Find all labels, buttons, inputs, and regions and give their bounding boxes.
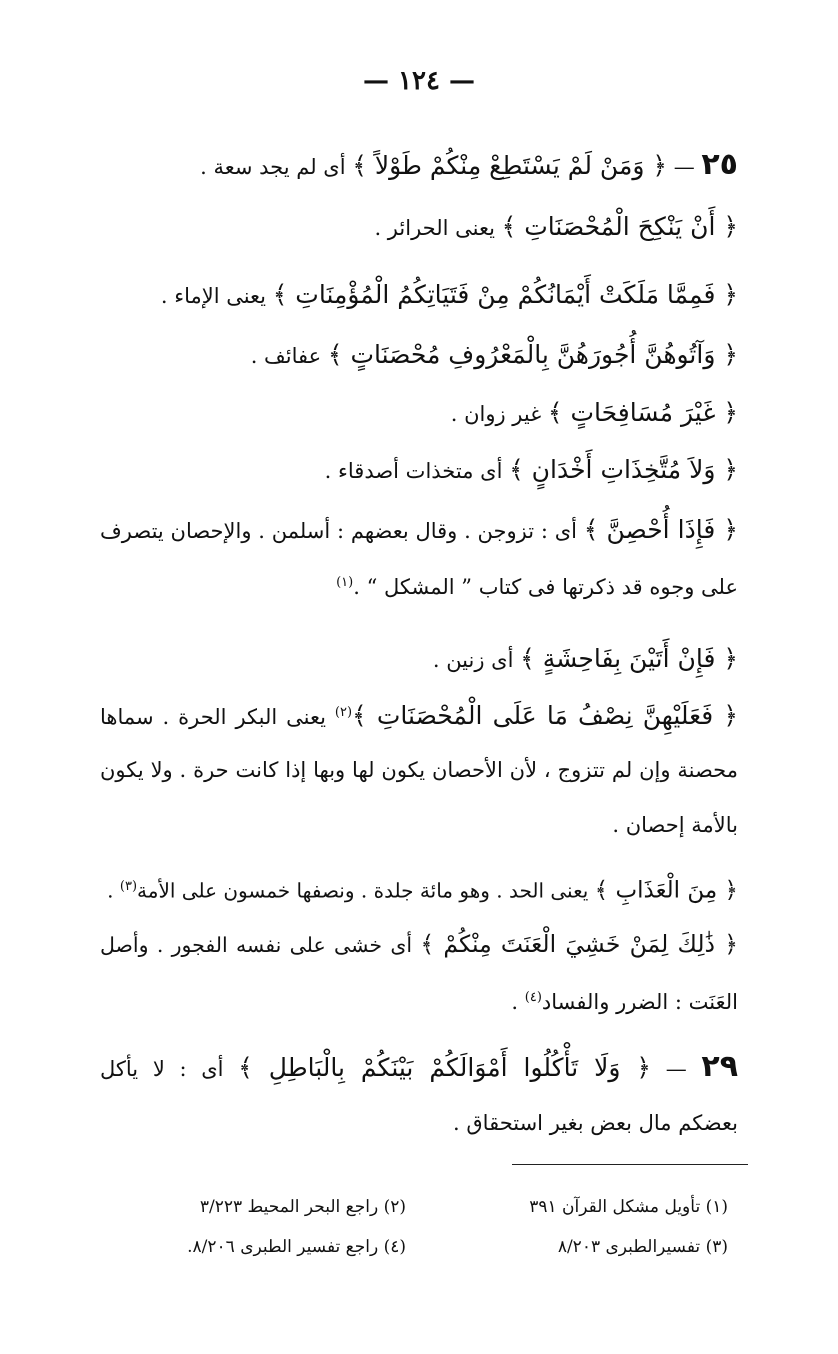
- commentary: غير زوان .: [450, 402, 548, 426]
- line-7: [100, 515, 738, 546]
- footnote-2: (٢) راجع البحر المحيط ٣/٢٢٣: [199, 1197, 406, 1217]
- commentary-end: .: [511, 990, 525, 1014]
- commentary: العَنَت : الضرر والفساد: [541, 990, 738, 1014]
- page-number: — ١٢٤ —: [362, 66, 476, 96]
- quran-quote: ﴿ فَإِذَا أُحْصِنَّ ﴾: [583, 515, 738, 544]
- verse-number: ٢٩: [701, 1049, 739, 1084]
- footnote-1: (١) تأويل مشكل القرآن ٣٩١: [529, 1197, 728, 1217]
- commentary: أى : تزوجن . وقال بعضهم : أسلمن . والإحصان يتصرف: [100, 519, 584, 543]
- commentary: بالأمة إحصان .: [612, 813, 738, 837]
- line-5: [451, 398, 738, 429]
- commentary: يعنى الإماء .: [160, 284, 273, 308]
- commentary: أى زنين .: [432, 648, 521, 672]
- verse-number: ٢٥: [701, 147, 738, 182]
- quran-quote: ﴿ فَمِمَّا مَلَكَتْ أَيْمَانُكُمْ مِنْ فَتَيَاتِكُمُ الْمُؤْمِنَاتِ ﴾: [272, 280, 738, 309]
- commentary: يعنى الحد . وهو مائة جلدة . ونصفها خمسون على الأمة: [137, 878, 595, 903]
- dash: —: [651, 1057, 702, 1081]
- line-11: [100, 755, 738, 785]
- commentary: أى خشى على نفسه الفجور . وأصل: [100, 933, 421, 957]
- footnote-3: (٣) تفسيرالطبرى ٨/٢٠٣: [557, 1237, 728, 1257]
- line-1: [200, 147, 738, 182]
- footnote-separator: [512, 1164, 748, 1165]
- commentary: يعنى الحرائر .: [374, 216, 502, 240]
- line-6: [325, 455, 738, 486]
- commentary: يعنى البكر الحرة . سماها: [100, 705, 335, 729]
- commentary: على وجوه قد ذكرتها فى كتاب ” المشكل “ .: [353, 575, 738, 599]
- line-13: [107, 872, 738, 906]
- line-12: [612, 810, 738, 840]
- quran-quote: ﴿ ذَٰلِكَ لِمَنْ خَشِيَ الْعَنَتَ مِنْكُمْ ﴾: [420, 930, 738, 958]
- line-3: [161, 280, 738, 311]
- commentary-end: .: [107, 878, 120, 903]
- quran-quote: ﴿ وَلاَ مُتَّخِذَاتِ أَخْدَانٍ ﴾: [509, 455, 738, 484]
- line-8: [336, 568, 738, 602]
- quran-quote: ﴿ غَيْرَ مُسَافِحَاتٍ ﴾: [547, 398, 738, 427]
- footnote-ref: (١): [336, 575, 354, 590]
- footnote-ref: (٢): [334, 705, 353, 720]
- quran-quote: ﴿ وَمَنْ لَمْ يَسْتَطِعْ مِنْكُمْ طَوْلاً ﴾: [352, 151, 668, 180]
- commentary: بعضكم مال بعض بغير استحقاق .: [453, 1111, 738, 1135]
- dash: —: [667, 155, 702, 179]
- line-15: [511, 983, 738, 1017]
- line-9: [433, 644, 738, 675]
- line-10: [100, 698, 738, 732]
- quran-quote: ﴿ أَنْ يَنْكِحَ الْمُحْصَنَاتِ ﴾: [501, 212, 738, 241]
- commentary: أى : لا يأكل: [100, 1057, 239, 1081]
- footnote-4: (٤) راجع تفسير الطبرى ٨/٢٠٦.: [187, 1237, 406, 1257]
- quran-quote: ﴿ وَآتُوهُنَّ أُجُورَهُنَّ بِالْمَعْرُوفِ مُحْصَنَاتٍ ﴾: [327, 340, 738, 369]
- footnote-ref: (٤): [524, 990, 542, 1005]
- commentary: عفائف .: [250, 344, 328, 368]
- commentary: أى متخذات أصدقاء .: [324, 459, 510, 483]
- line-4: [251, 340, 738, 371]
- line-17: [453, 1108, 738, 1138]
- line-16: [100, 1049, 739, 1084]
- footnote-ref: (٣): [119, 879, 138, 894]
- quran-quote: ﴿ فَإِنْ أَتَيْنَ بِفَاحِشَةٍ ﴾: [520, 644, 738, 673]
- line-2: [374, 212, 738, 243]
- quran-quote: ﴿ مِنَ الْعَذَابِ ﴾: [594, 877, 738, 904]
- commentary: أى لم يجد سعة .: [200, 155, 353, 179]
- quran-quote: ﴿ وَلَا تَأْكُلُوا أَمْوَالَكُمْ بَيْنَكُمْ بِالْبَاطِلِ ﴾: [238, 1053, 652, 1082]
- commentary: محصنة وإن لم تتزوج ، لأن الأحصان يكون لها وبها إذا كانت حرة . ولا يكون: [100, 758, 738, 782]
- line-14: [100, 929, 738, 960]
- quran-quote: ﴿ فَعَلَيْهِنَّ نِصْفُ مَا عَلَى الْمُحْصَنَاتِ ﴾: [352, 701, 739, 730]
